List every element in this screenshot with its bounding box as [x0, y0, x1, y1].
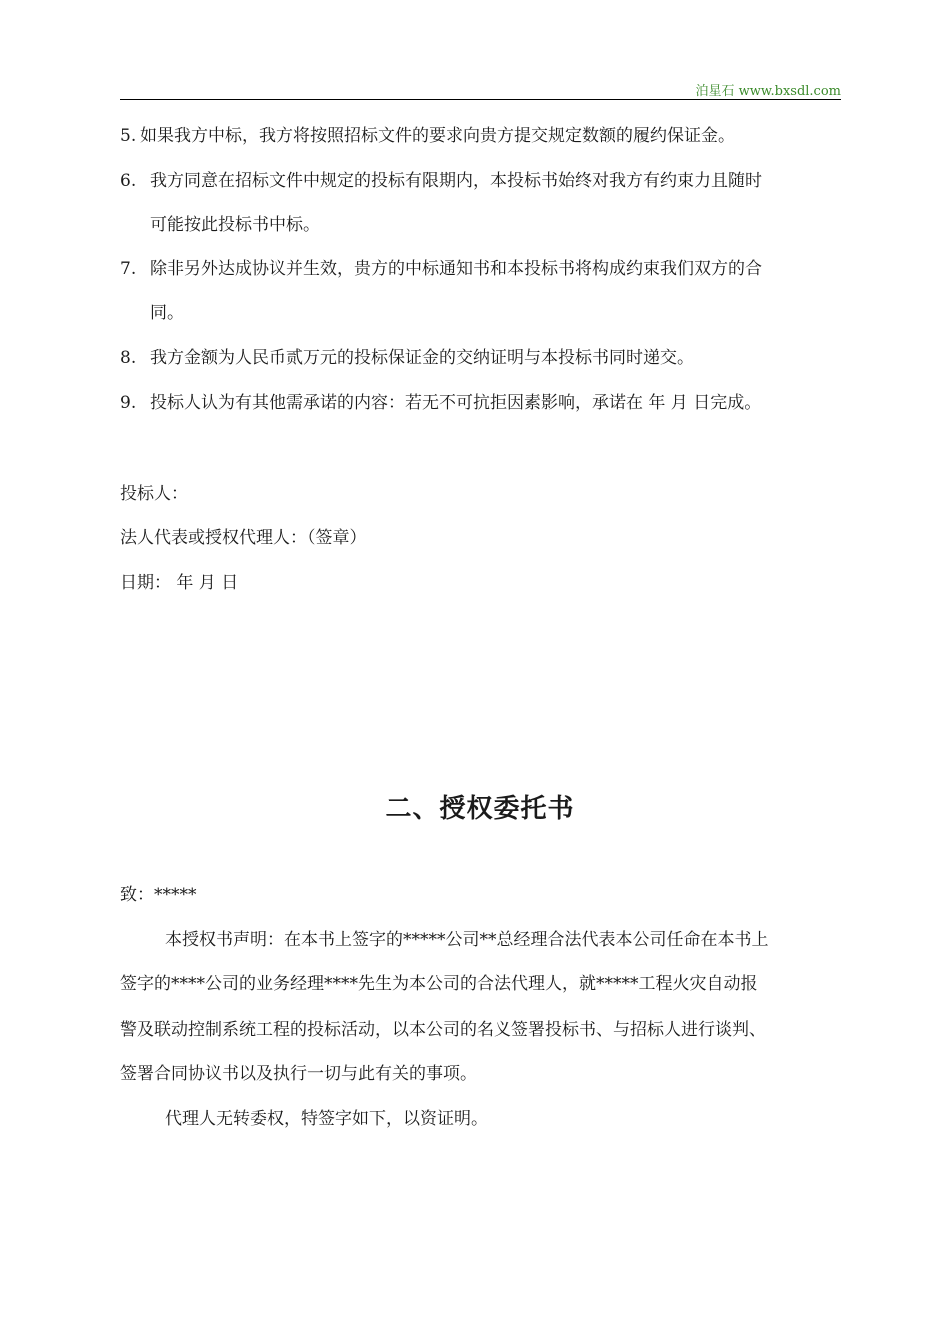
- item-text: 如果我方中标，我方将按照招标文件的要求向贵方提交规定数额的履约保证金。: [140, 126, 735, 146]
- item-text: 投标人认为有其他需承诺的内容：若无不可抗拒因素影响，承诺在 年 月 日完成。: [150, 393, 762, 413]
- item-text-continuation: 可能按此投标书中标。: [150, 215, 320, 235]
- item-text: 我方同意在招标文件中规定的投标有限期内，本投标书始终对我方有约束力且随时: [150, 171, 762, 191]
- item-text: 我方金额为人民币贰万元的投标保证金的交纳证明与本投标书同时递交。: [150, 348, 694, 368]
- representative-label: 法人代表或授权代理人：（签章）: [120, 528, 367, 548]
- header-rule: [120, 99, 841, 100]
- paragraph-line: 签署合同协议书以及执行一切与此有关的事项。: [120, 1064, 477, 1084]
- header-site-text: 泊星石 www.bxsdl.com: [695, 84, 841, 99]
- closing-line: 代理人无转委权，特签字如下，以资证明。: [165, 1109, 488, 1129]
- item-number: 7.: [120, 259, 137, 279]
- recipient-line: 致：*****: [120, 885, 197, 905]
- item-number: 8.: [120, 348, 137, 368]
- paragraph-line: 本授权书声明：在本书上签字的*****公司**总经理合法代表本公司任命在本书上: [165, 930, 769, 950]
- paragraph-line: 警及联动控制系统工程的投标活动，以本公司的名义签署投标书、与招标人进行谈判、: [120, 1020, 766, 1040]
- date-label: 日期： 年 月 日: [120, 573, 239, 593]
- item-text-continuation: 同。: [150, 303, 184, 323]
- bidder-label: 投标人：: [120, 484, 188, 504]
- item-text: 除非另外达成协议并生效，贵方的中标通知书和本投标书将构成约束我们双方的合: [150, 259, 762, 279]
- section-title: 二、授权委托书: [385, 794, 575, 824]
- item-number: 5.: [120, 126, 137, 146]
- item-number: 6.: [120, 171, 137, 191]
- paragraph-line: 签字的****公司的业务经理****先生为本公司的合法代理人，就*****工程火灾自动报: [120, 974, 758, 994]
- item-number: 9.: [120, 393, 137, 413]
